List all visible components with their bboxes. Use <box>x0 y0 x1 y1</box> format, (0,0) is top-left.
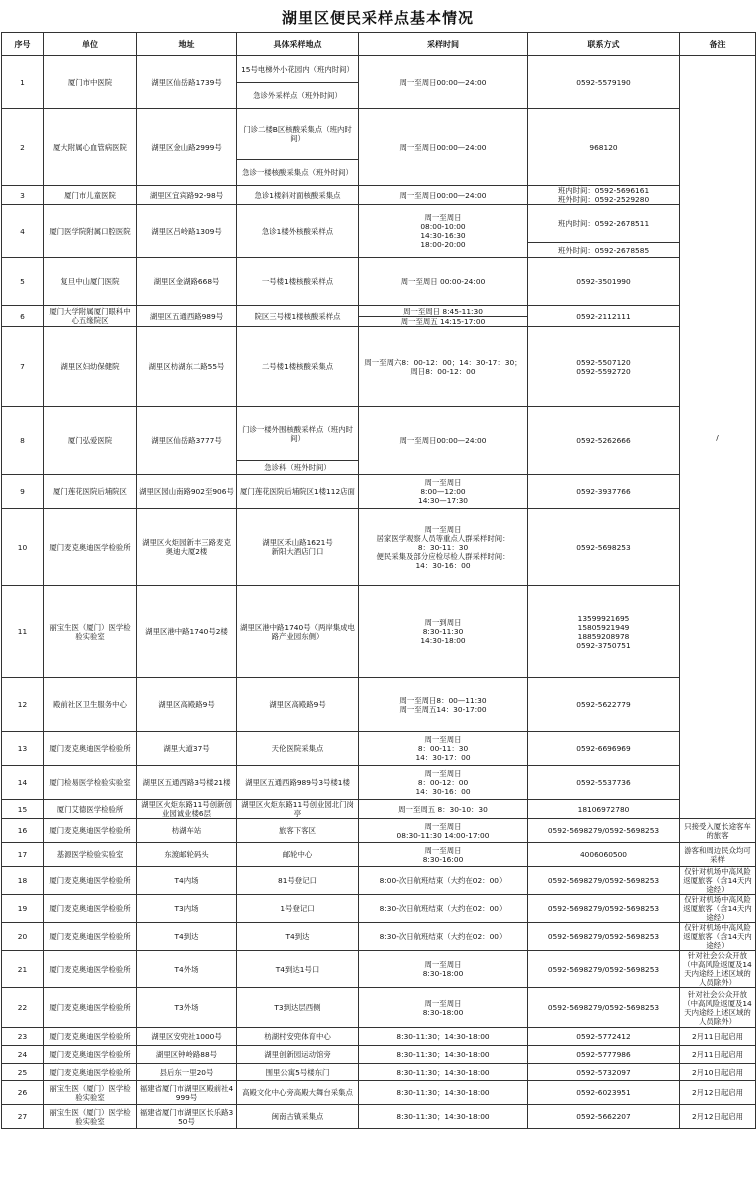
unit-name: 厦门大学附属厦门眼科中心五缘院区 <box>44 306 137 327</box>
table-row <box>2 732 756 766</box>
sampling-time: 周一至周五 8：30-10：30 <box>359 800 528 819</box>
address: T4内场 <box>137 867 237 895</box>
note: 仅针对机场中高风险返厦旅客（含14天内途经） <box>680 923 756 951</box>
address: 湖里大道37号 <box>137 732 237 766</box>
sampling-spot: 湖里区五通西路989号3号楼1楼 <box>237 766 359 800</box>
sampling-time: 周一至周日 8:30-18:00 <box>359 988 528 1028</box>
sampling-spot: 旅客下客区 <box>237 819 359 843</box>
address: 湖里区钟岭路88号 <box>137 1046 237 1064</box>
sampling-spot: 门诊一楼外围核酸采样点（班内时间） <box>237 407 359 461</box>
contact-info: 0592-5698279/0592-5698253 <box>528 988 680 1028</box>
unit-name: 殿前社区卫生服务中心 <box>44 678 137 732</box>
sampling-spot: 急诊1楼斜对面核酸采集点 <box>237 186 359 205</box>
row-number: 25 <box>2 1064 44 1081</box>
contact-info: 班外时间：0592-2678585 <box>528 243 680 258</box>
sampling-spot: 厦门莲花医院后埔院区1楼112店面 <box>237 475 359 509</box>
address: 湖里区五通西路989号 <box>137 306 237 327</box>
row-number: 13 <box>2 732 44 766</box>
contact-info: 0592-5777986 <box>528 1046 680 1064</box>
address: 福建省厦门市湖里区殿前社4999号 <box>137 1081 237 1105</box>
table-row <box>2 1064 756 1081</box>
contact-info: 0592-5698279/0592-5698253 <box>528 819 680 843</box>
row-number: 20 <box>2 923 44 951</box>
unit-name: 丽宝生医（厦门）医学检验实验室 <box>44 586 137 678</box>
sampling-time: 周一至周日 8:00—12:00 14:30—17:30 <box>359 475 528 509</box>
column-header-address: 地址 <box>137 33 237 56</box>
address: 湖里区园山南路902至906号 <box>137 475 237 509</box>
sampling-time: 8:00-次日航班结束（大约在02：00） <box>359 867 528 895</box>
address: 东渡邮轮码头 <box>137 843 237 867</box>
sampling-spot: 急诊1楼外核酸采样点 <box>237 205 359 258</box>
address: 湖里区安兜社1000号 <box>137 1028 237 1046</box>
table-row <box>2 951 756 988</box>
sampling-spot: 天伦医院采集点 <box>237 732 359 766</box>
unit-name: 湖里区妇幼保健院 <box>44 327 137 407</box>
column-header-unit: 单位 <box>44 33 137 56</box>
unit-name: 丽宝生医（厦门）医学检验实验室 <box>44 1081 137 1105</box>
table-row <box>2 1046 756 1064</box>
table-row <box>2 407 756 461</box>
address: 县后东一里20号 <box>137 1064 237 1081</box>
address: 湖里区吕岭路1309号 <box>137 205 237 258</box>
table-row <box>2 766 756 800</box>
address: 湖里区宜宾路92-98号 <box>137 186 237 205</box>
sampling-spot: 81号登记口 <box>237 867 359 895</box>
address: 湖里区火炬东路11号创新创业园诚业楼6层 <box>137 800 237 819</box>
note: 仅针对机场中高风险返厦旅客（含14天内途经） <box>680 867 756 895</box>
contact-info: 0592-3937766 <box>528 475 680 509</box>
unit-name: 厦门麦克奥迪医学检验所 <box>44 923 137 951</box>
note: 2月12日起启用 <box>680 1081 756 1105</box>
row-number: 18 <box>2 867 44 895</box>
note: 针对社会公众开放（中高风险返厦及14天内途经上述区域的人员除外） <box>680 988 756 1028</box>
contact-info: 班内时间：0592-5696161 班外时间：0592-2529280 <box>528 186 680 205</box>
contact-info: 0592-5579190 <box>528 56 680 109</box>
row-number: 3 <box>2 186 44 205</box>
contact-info: 4006060500 <box>528 843 680 867</box>
table-row <box>2 186 756 205</box>
table-row <box>2 800 756 819</box>
address: T3内场 <box>137 895 237 923</box>
sampling-spot: 枋湖村安兜体育中心 <box>237 1028 359 1046</box>
row-number: 4 <box>2 205 44 258</box>
sampling-spot: 湖里区禾山路1621号 新阳大酒店门口 <box>237 509 359 586</box>
row-number: 15 <box>2 800 44 819</box>
contact-info: 968120 <box>528 109 680 186</box>
sampling-spot: 1号登记口 <box>237 895 359 923</box>
address: 湖里区港中路1740号2楼 <box>137 586 237 678</box>
contact-info: 0592-5262666 <box>528 407 680 475</box>
note: 2月10日起启用 <box>680 1064 756 1081</box>
contact-info: 0592-6023951 <box>528 1081 680 1105</box>
sampling-time: 周一至周日00:00—24:00 <box>359 109 528 186</box>
note: 2月12日起启用 <box>680 1105 756 1129</box>
table-row <box>2 923 756 951</box>
sampling-time: 周一至周日00:00—24:00 <box>359 407 528 475</box>
sampling-time: 周一至周日 00:00-24:00 <box>359 258 528 306</box>
unit-name: 厦大附属心血管病医院 <box>44 109 137 186</box>
sampling-time: 周一至周日 8：00-12：00 14：30-16：00 <box>359 766 528 800</box>
sampling-spot: 急诊外采样点（班外时间） <box>237 83 359 109</box>
column-header-time: 采样时间 <box>359 33 528 56</box>
row-number: 22 <box>2 988 44 1028</box>
sampling-spot: 湖里区火炬东路11号创业园北门岗亭 <box>237 800 359 819</box>
sampling-time: 8:30-次日航班结束（大约在02：00） <box>359 923 528 951</box>
note: 只接受入厦长途客车的旅客 <box>680 819 756 843</box>
sampling-spot: 闽南古镇采集点 <box>237 1105 359 1129</box>
address: 湖里区五通西路3号楼21楼 <box>137 766 237 800</box>
address: 枋湖车站 <box>137 819 237 843</box>
table-row <box>2 306 756 317</box>
address: T4外场 <box>137 951 237 988</box>
column-header-spot: 具体采样地点 <box>237 33 359 56</box>
row-number: 16 <box>2 819 44 843</box>
sampling-time: 8:30-次日航班结束（大约在02：00） <box>359 895 528 923</box>
unit-name: 厦门麦克奥迪医学检验所 <box>44 988 137 1028</box>
unit-name: 厦门艾德医学检验所 <box>44 800 137 819</box>
sampling-time: 周一至周日 08:00-10:00 14:30-16:30 18:00-20:00 <box>359 205 528 258</box>
unit-name: 厦门麦克奥迪医学检验所 <box>44 1064 137 1081</box>
contact-info: 0592-3501990 <box>528 258 680 306</box>
table-body <box>2 56 756 1129</box>
table-row <box>2 475 756 509</box>
contact-info: 0592-5698279/0592-5698253 <box>528 895 680 923</box>
sampling-spot: 急诊科（班外时间） <box>237 461 359 475</box>
address: T4到达 <box>137 923 237 951</box>
table-row <box>2 109 756 160</box>
contact-info: 18106972780 <box>528 800 680 819</box>
sampling-spot: T4到达1号口 <box>237 951 359 988</box>
sampling-time: 周一至周日8：00—11:30 周一至周五14：30-17:00 <box>359 678 528 732</box>
table-row <box>2 258 756 306</box>
note: 2月11日起启用 <box>680 1028 756 1046</box>
contact-info: 0592-5698279/0592-5698253 <box>528 951 680 988</box>
contact-info: 13599921695 15805921949 18859208978 0592-3750751 <box>528 586 680 678</box>
sampling-time: 周一至周五 14:15-17:00 <box>359 317 528 327</box>
unit-name: 厦门麦克奥迪医学检验所 <box>44 1028 137 1046</box>
table-header-row <box>2 33 756 56</box>
row-number: 14 <box>2 766 44 800</box>
contact-info: 0592-6696969 <box>528 732 680 766</box>
table-row <box>2 56 756 83</box>
column-header-note: 备注 <box>680 33 756 56</box>
row-number: 7 <box>2 327 44 407</box>
table-row <box>2 895 756 923</box>
table-row <box>2 509 756 586</box>
sampling-spot: 高殿文化中心旁高殿大舞台采集点 <box>237 1081 359 1105</box>
address: 湖里区金湖路668号 <box>137 258 237 306</box>
sampling-time: 周一至周日00:00—24:00 <box>359 56 528 109</box>
sampling-time: 周一到周日 8:30-11:30 14:30-18:00 <box>359 586 528 678</box>
unit-name: 厦门麦克奥迪医学检验所 <box>44 895 137 923</box>
sampling-time: 8:30-11:30；14:30-18:00 <box>359 1105 528 1129</box>
unit-name: 厦门弘爱医院 <box>44 407 137 475</box>
sampling-sites-table <box>1 32 756 1129</box>
unit-name: 复旦中山厦门医院 <box>44 258 137 306</box>
row-number: 17 <box>2 843 44 867</box>
sampling-time: 8:30-11:30；14:30-18:00 <box>359 1028 528 1046</box>
row-number: 23 <box>2 1028 44 1046</box>
column-header-contact: 联系方式 <box>528 33 680 56</box>
note: 2月11日起启用 <box>680 1046 756 1064</box>
unit-name: 厦门麦克奥迪医学检验所 <box>44 951 137 988</box>
row-number: 6 <box>2 306 44 327</box>
contact-info: 0592-5772412 <box>528 1028 680 1046</box>
table-row <box>2 1081 756 1105</box>
address: 湖里区金山路2999号 <box>137 109 237 186</box>
contact-info: 0592-5662207 <box>528 1105 680 1129</box>
row-number: 2 <box>2 109 44 186</box>
contact-info: 班内时间：0592-2678511 <box>528 205 680 243</box>
row-number: 11 <box>2 586 44 678</box>
sampling-spot: 一号楼1楼核酸采样点 <box>237 258 359 306</box>
address: 福建省厦门市湖里区长乐路350号 <box>137 1105 237 1129</box>
unit-name: 丽宝生医（厦门）医学检验实验室 <box>44 1105 137 1129</box>
address: 湖里区火炬园新丰三路麦克奥迪大厦2楼 <box>137 509 237 586</box>
sampling-spot: 湖里创新园运动馆旁 <box>237 1046 359 1064</box>
table-row <box>2 988 756 1028</box>
row-number: 8 <box>2 407 44 475</box>
sampling-spot: 15号电梯外小花园内（班内时间） <box>237 56 359 83</box>
table-row <box>2 843 756 867</box>
contact-info: 0592-5732097 <box>528 1064 680 1081</box>
sampling-spot: 二号楼1楼核酸采集点 <box>237 327 359 407</box>
table-row <box>2 678 756 732</box>
note: 仅针对机场中高风险返厦旅客（含14天内途经） <box>680 895 756 923</box>
unit-name: 厦门检易医学检验实验室 <box>44 766 137 800</box>
row-number: 9 <box>2 475 44 509</box>
address: T3外场 <box>137 988 237 1028</box>
table-row <box>2 586 756 678</box>
table-row <box>2 819 756 843</box>
row-number: 19 <box>2 895 44 923</box>
row-number: 5 <box>2 258 44 306</box>
sampling-time: 周一至周日 8：00-11：30 14：30-17：00 <box>359 732 528 766</box>
table-row <box>2 867 756 895</box>
row-number: 10 <box>2 509 44 586</box>
contact-info: 0592-5698279/0592-5698253 <box>528 867 680 895</box>
sampling-spot: 急诊一楼核酸采集点（班外时间） <box>237 160 359 186</box>
contact-info: 0592-2112111 <box>528 306 680 327</box>
contact-info: 0592-5507120 0592-5592720 <box>528 327 680 407</box>
table-row <box>2 1028 756 1046</box>
sampling-time: 周一至周日 8:45-11:30 <box>359 306 528 317</box>
unit-name: 厦门麦克奥迪医学检验所 <box>44 867 137 895</box>
sampling-time: 8:30-11:30；14:30-18:00 <box>359 1046 528 1064</box>
row-number: 27 <box>2 1105 44 1129</box>
sampling-time: 周一至周日 08:30-11:30 14:00-17:00 <box>359 819 528 843</box>
sampling-time: 周一至周六8：00-12：00；14：30-17：30； 周日8：00-12：00 <box>359 327 528 407</box>
row-number: 26 <box>2 1081 44 1105</box>
table-row <box>2 1105 756 1129</box>
unit-name: 厦门市中医院 <box>44 56 137 109</box>
sampling-time: 周一至周日 8:30-16:00 <box>359 843 528 867</box>
sampling-time: 周一至周日 居家医学观察人员等重点人群采样时间： 8：30-11：30 便民采集及部分应检尽检人群采样时间： 14：30-16：00 <box>359 509 528 586</box>
address: 湖里区仙岳路3777号 <box>137 407 237 475</box>
sampling-time: 8:30-11:30；14:30-18:00 <box>359 1081 528 1105</box>
sampling-time: 8:30-11:30；14:30-18:00 <box>359 1064 528 1081</box>
unit-name: 基源医学检验实验室 <box>44 843 137 867</box>
sampling-spot: T4到达 <box>237 923 359 951</box>
address: 湖里区枋湖东二路55号 <box>137 327 237 407</box>
contact-info: 0592-5698279/0592-5698253 <box>528 923 680 951</box>
row-number: 1 <box>2 56 44 109</box>
sampling-spot: 邮轮中心 <box>237 843 359 867</box>
note: 游客和周边民众均可采样 <box>680 843 756 867</box>
address: 湖里区仙岳路1739号 <box>137 56 237 109</box>
note: 针对社会公众开放（中高风险返厦及14天内途经上述区域的人员除外） <box>680 951 756 988</box>
note-merged: / <box>680 56 756 819</box>
row-number: 24 <box>2 1046 44 1064</box>
unit-name: 厦门麦克奥迪医学检验所 <box>44 732 137 766</box>
unit-name: 厦门麦克奥迪医学检验所 <box>44 1046 137 1064</box>
unit-name: 厦门医学院附属口腔医院 <box>44 205 137 258</box>
sampling-spot: 围里公寓5号楼东门 <box>237 1064 359 1081</box>
contact-info: 0592-5698253 <box>528 509 680 586</box>
table-row <box>2 205 756 243</box>
page-title: 湖里区便民采样点基本情况 <box>281 9 474 27</box>
unit-name: 厦门麦克奥迪医学检验所 <box>44 509 137 586</box>
table-row <box>2 327 756 407</box>
contact-info: 0592-5622779 <box>528 678 680 732</box>
unit-name: 厦门市儿童医院 <box>44 186 137 205</box>
sampling-spot: 湖里区高殿路9号 <box>237 678 359 732</box>
unit-name: 厦门莲花医院后埔院区 <box>44 475 137 509</box>
unit-name: 厦门麦克奥迪医学检验所 <box>44 819 137 843</box>
column-header-no: 序号 <box>2 33 44 56</box>
sampling-time: 周一至周日 8:30-18:00 <box>359 951 528 988</box>
sampling-spot: 湖里区港中路1740号（两岸集成电路产业园东侧） <box>237 586 359 678</box>
address: 湖里区高殿路9号 <box>137 678 237 732</box>
sampling-spot: 院区三号楼1楼核酸采样点 <box>237 306 359 327</box>
row-number: 21 <box>2 951 44 988</box>
sampling-spot: T3到达层西侧 <box>237 988 359 1028</box>
contact-info: 0592-5537736 <box>528 766 680 800</box>
row-number: 12 <box>2 678 44 732</box>
sampling-time: 周一至周日00:00—24:00 <box>359 186 528 205</box>
sampling-spot: 门诊二楼B区核酸采集点（班内时间） <box>237 109 359 160</box>
